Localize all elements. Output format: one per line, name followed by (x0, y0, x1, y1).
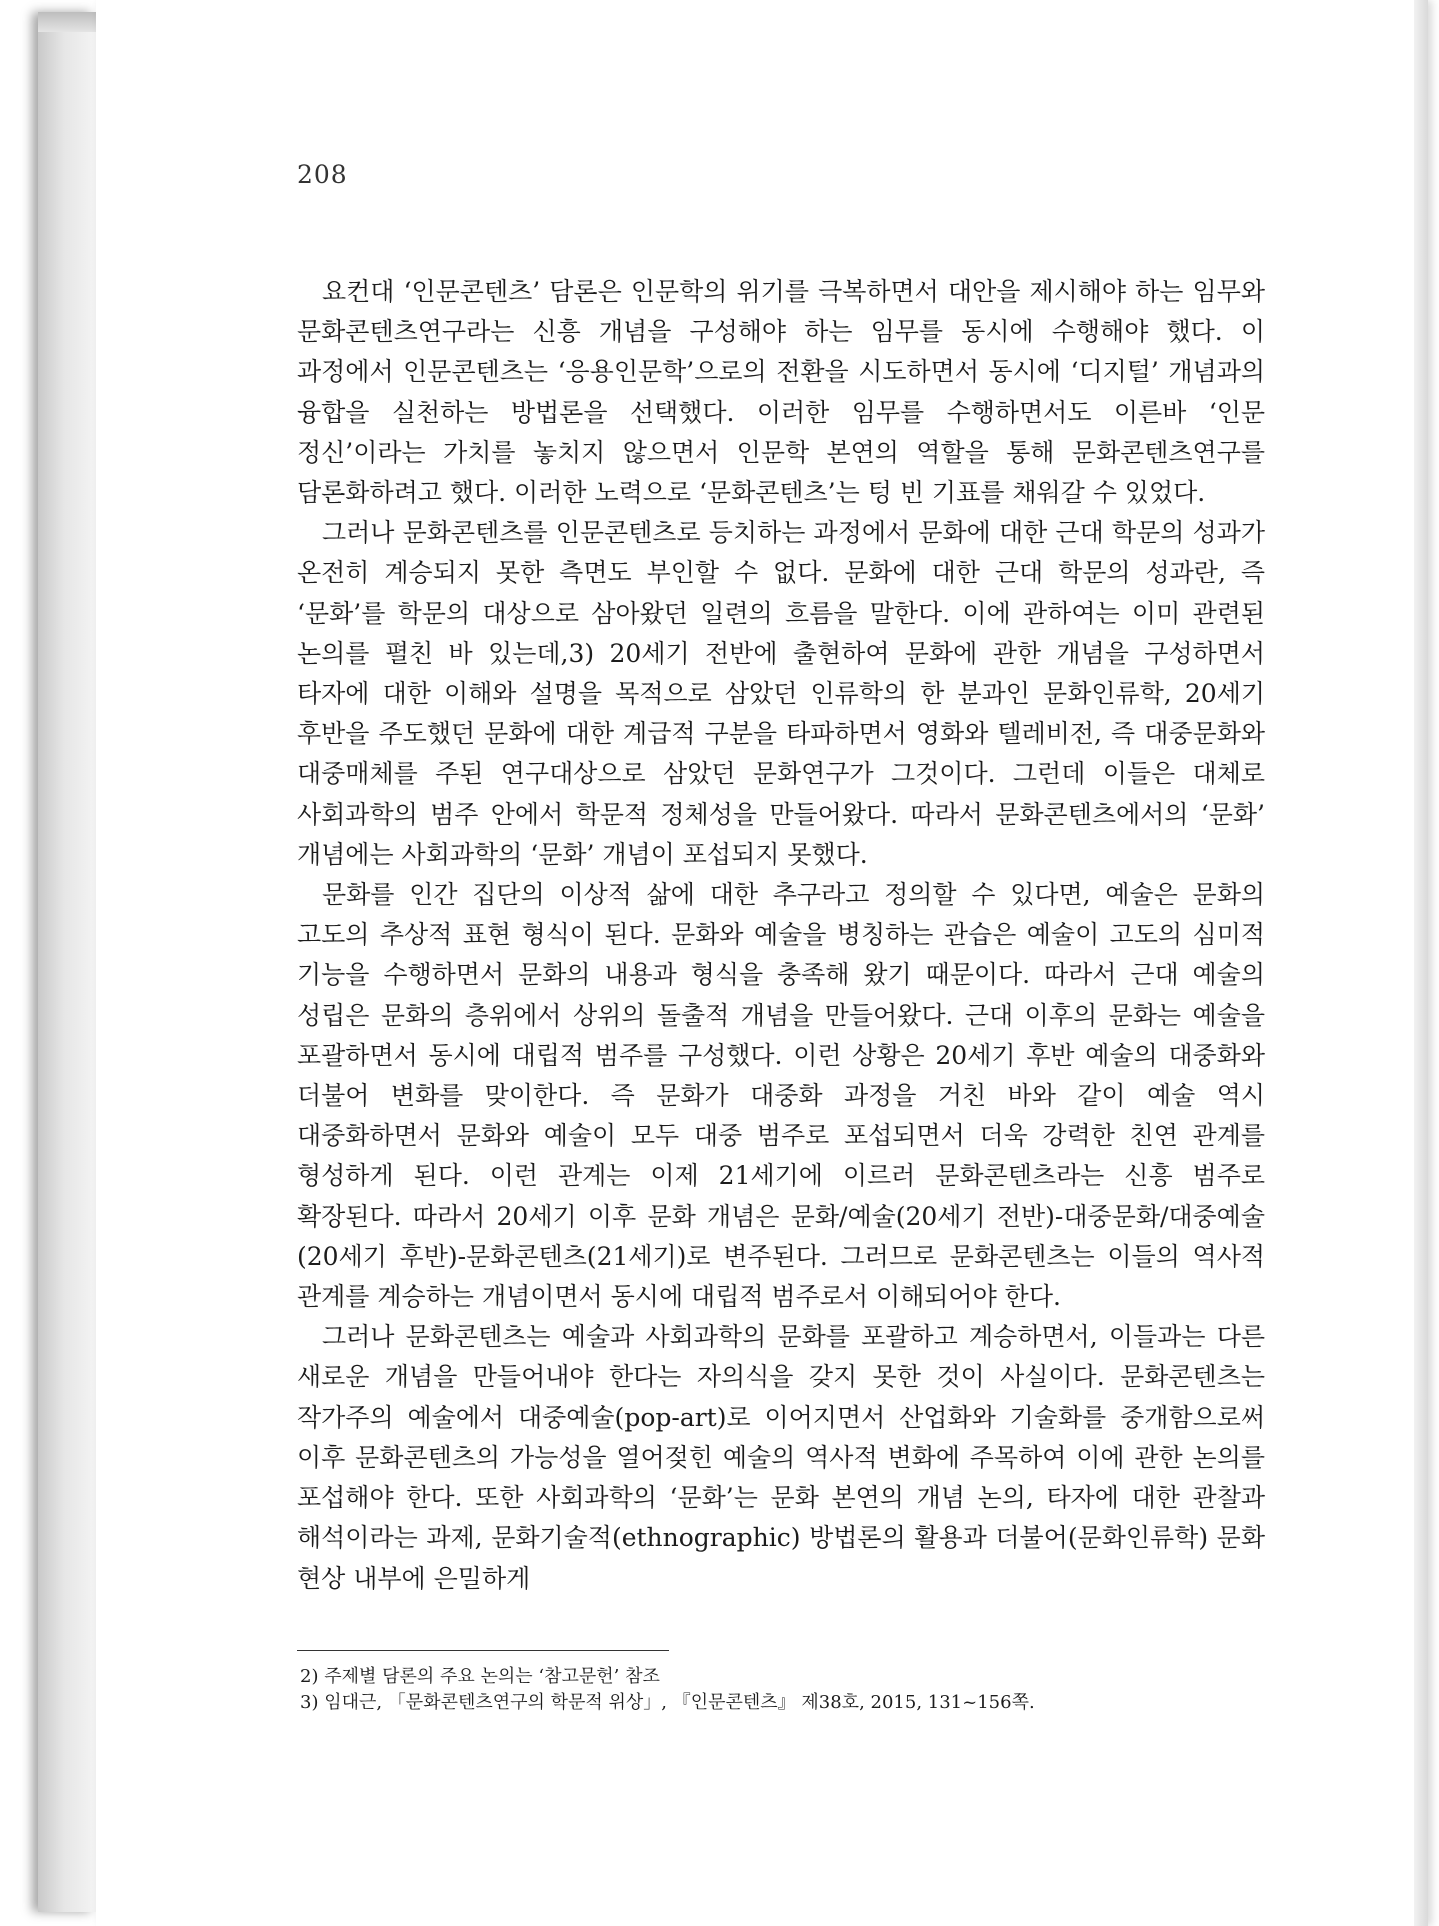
paragraph-3: 문화를 인간 집단의 이상적 삶에 대한 추구라고 정의할 수 있다면, 예술은 문화의 고도의 추상적 표현 형식이 된다. 문화와 예술을 병칭하는 관습은 예술이 고도의 심미적 기능을 수행하면서 문화의 내용과 형식을 충족해 왔기 때문이다. 따라서 근대 예술의 성립은 문화의 층위에서 상위의 돌출적 개념을 만들어왔다. 근대 이후의 문화는 예술을 포괄하면서 동시에 대립적 범주를 구성했다. 이런 상황은 20세기 후반 예술의 대중화와 더불어 변화를 맞이한다. 즉 문화가 대중화 과정을 거친 바와 같이 예술 역시 대중화하면서 문화와 예술이 모두 대중 범주로 포섭되면서 더욱 강력한 친연 관계를 형성하게 된다. 이런 관계는 이제 21세기에 이르러 문화콘텐츠라는 신흥 범주로 확장된다. 따라서 20세기 이후 문화 개념은 문화/예술(20세기 전반)-대중문화/대중예술(20세기 후반)-문화콘텐츠(21세기)로 변주된다. 그러므로 문화콘텐츠는 이들의 역사적 관계를 계승하는 개념이면서 동시에 대립적 범주로서 이해되어야 한다. (297, 880, 1265, 1312)
paragraph-2: 그러나 문화콘텐츠를 인문콘텐츠로 등치하는 과정에서 문화에 대한 근대 학문의 성과가 온전히 계승되지 못한 측면도 부인할 수 없다. 문화에 대한 근대 학문의 성과란, 즉 ‘문화’를 학문의 대상으로 삼아왔던 일련의 흐름을 말한다. 이에 관하여는 이미 관련된 논의를 펼친 바 있는데,3) 20세기 전반에 출현하여 문화에 관한 개념을 구성하면서 타자에 대한 이해와 설명을 목적으로 삼았던 인류학의 한 분과인 문화인류학, 20세기 후반을 주도했던 문화에 대한 계급적 구분을 타파하면서 영화와 텔레비전, 즉 대중문화와 대중매체를 주된 연구대상으로 삼았던 문화연구가 그것이다. 그런데 이들은 대체로 사회과학의 범주 안에서 학문적 정체성을 만들어왔다. 따라서 문화콘텐츠에서의 ‘문화’ 개념에는 사회과학의 ‘문화’ 개념이 포섭되지 못했다. (297, 518, 1265, 869)
paragraph-1: 요컨대 ‘인문콘텐츠’ 담론은 인문학의 위기를 극복하면서 대안을 제시해야 하는 임무와 문화콘텐츠연구라는 신흥 개념을 구성해야 하는 임무를 동시에 수행해야 했다. 이 과정에서 인문콘텐츠는 ‘응용인문학’으로의 전환을 시도하면서 동시에 ‘디지털’ 개념과의 융합을 실천하는 방법론을 선택했다. 이러한 임무를 수행하면서도 이른바 ‘인문 정신’이라는 가치를 놓치지 않으면서 인문학 본연의 역할을 통해 문화콘텐츠연구를 담론화하려고 했다. 이러한 노력으로 ‘문화콘텐츠’는 텅 빈 기표를 채워갈 수 있었다. (297, 277, 1265, 508)
book-spine-edge (38, 12, 96, 1912)
paragraph-4: 그러나 문화콘텐츠는 예술과 사회과학의 문화를 포괄하고 계승하면서, 이들과는 다른 새로운 개념을 만들어내야 한다는 자의식을 갖지 못한 것이 사실이다. 문화콘텐츠는 작가주의 예술에서 대중예술(pop-art)로 이어지면서 산업화와 기술화를 중개함으로써 이후 문화콘텐츠의 가능성을 열어젖힌 예술의 역사적 변화에 주목하여 이에 관한 논의를 포섭해야 한다. 또한 사회과학의 ‘문화’는 문화 본연의 개념 논의, 타자에 대한 관찰과 해석이라는 과제, 문화기술적(ethnographic) 방법론의 활용과 더불어(문화인류학) 문화 현상 내부에 은밀하게 (297, 1322, 1265, 1593)
book-spine-top (38, 12, 96, 32)
footnote-divider (297, 1650, 669, 1651)
footnote-3: 3) 임대근, 「문화콘텐츠연구의 학문적 위상」, 『인문콘텐츠』 제38호, 2015, 131~156쪽. (300, 1692, 1035, 1713)
page-right-edge (1414, 0, 1428, 1926)
page-number: 208 (297, 160, 348, 189)
footnotes (300, 1664, 1260, 1716)
body-text (297, 272, 1265, 1599)
footnote-2: 2) 주제별 담론의 주요 논의는 ‘참고문헌’ 참조 (300, 1666, 660, 1687)
